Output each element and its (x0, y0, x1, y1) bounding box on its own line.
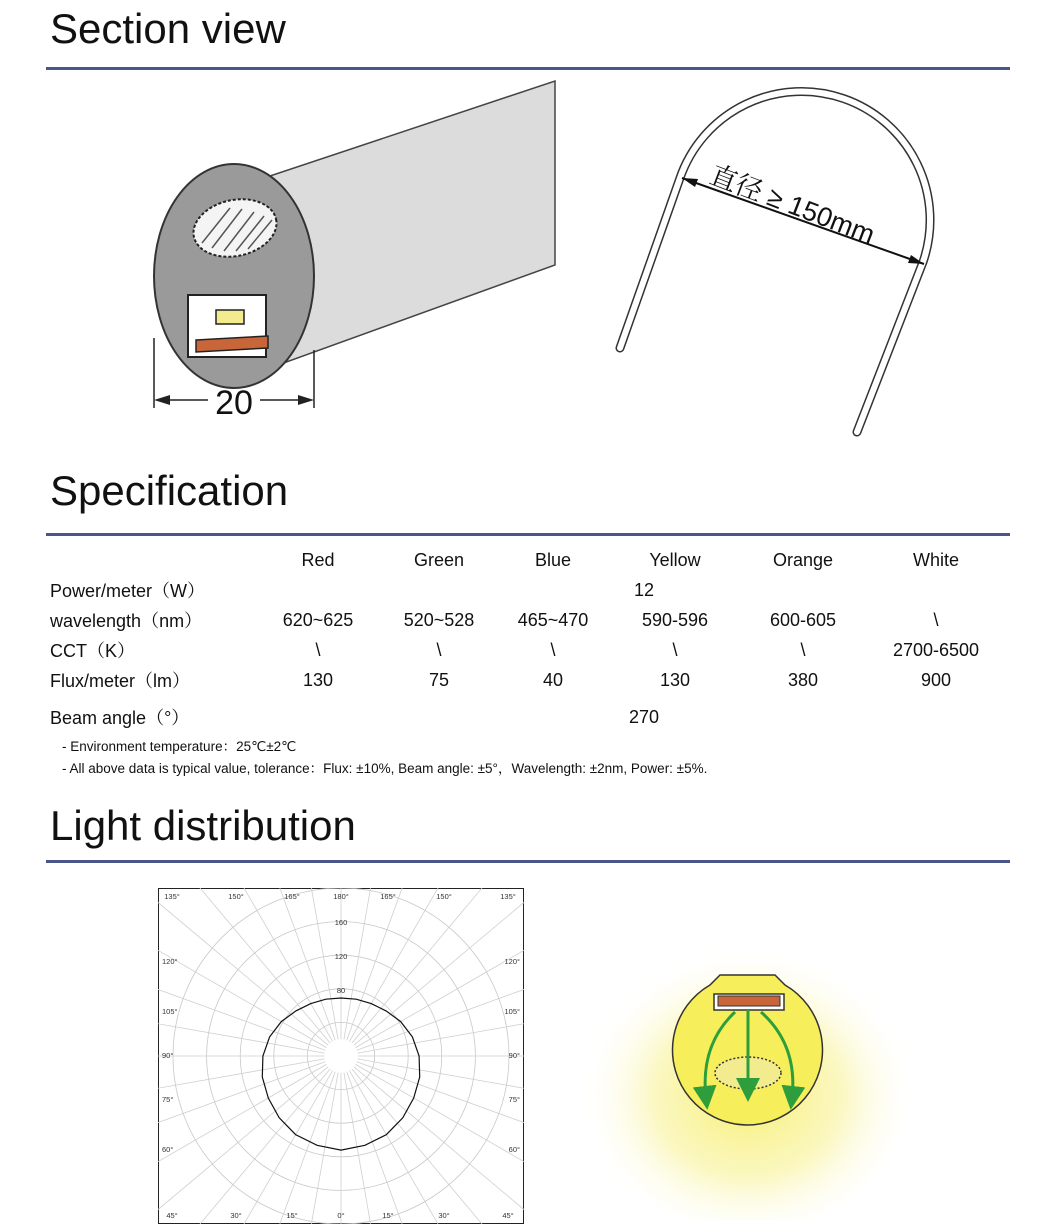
table-cell: \ (436, 639, 442, 660)
section-divider (46, 533, 1010, 536)
row-label: Flux/meter（lm） (50, 671, 191, 691)
row-label: Power/meter（W） (50, 581, 206, 601)
bottom-angle-label: 45° (166, 1211, 178, 1220)
table-cell: 130 (302, 669, 334, 690)
right-angle-label: 90° (508, 1051, 520, 1060)
width-dimension-label: 20 (215, 384, 253, 422)
radial-value-label: 160 (334, 918, 348, 927)
table-cell: \ (550, 639, 556, 660)
left-angle-label: 120° (162, 957, 178, 966)
left-angle-label: 60° (162, 1145, 174, 1154)
tube-section-drawing (130, 78, 570, 428)
table-cell: 2700-6500 (892, 639, 980, 660)
column-header-red: Red (301, 549, 335, 570)
row-label: wavelength（nm） (50, 611, 203, 631)
spec-row-beam-angle (50, 695, 1010, 735)
top-angle-label: 165° (380, 892, 396, 901)
top-angle-label: 150° (228, 892, 244, 901)
row-label: CCT（K） (50, 641, 135, 661)
note-item: - All above data is typical value, tolerance：Flux: ±10%, Beam angle: ±5°，Wavelength: ±2nm, Power: ±5%. (62, 758, 707, 780)
right-angle-label: 75° (508, 1095, 520, 1104)
table-cell: 590-596 (641, 609, 709, 630)
beam-angle-value: 270 (628, 706, 660, 727)
table-cell: 380 (787, 669, 819, 690)
spec-row-flux (50, 665, 1010, 695)
row-label: Beam angle（°） (50, 708, 190, 728)
spec-header-row (50, 545, 1010, 575)
left-angle-label: 90° (162, 1051, 174, 1060)
top-angle-label: 135° (164, 892, 180, 901)
radial-value-label: 80 (336, 986, 346, 995)
right-angle-label: 105° (504, 1007, 520, 1016)
bottom-angle-label: 15° (382, 1211, 394, 1220)
bottom-angle-label: 30° (438, 1211, 450, 1220)
beam-illustration (570, 930, 920, 1220)
table-cell: \ (672, 639, 678, 660)
bottom-angle-label: 15° (286, 1211, 298, 1220)
column-header-white: White (912, 549, 959, 570)
table-cell: 130 (659, 669, 691, 690)
spec-corner-cell (50, 545, 258, 575)
spec-row-wavelength (50, 605, 1010, 635)
power-value: 12 (633, 579, 655, 600)
table-cell: \ (315, 639, 321, 660)
spec-row-cct (50, 635, 1010, 665)
table-cell: \ (800, 639, 806, 660)
bottom-angle-label: 45° (502, 1211, 514, 1220)
table-cell: 520~528 (403, 609, 475, 630)
table-cell: 900 (920, 669, 952, 690)
top-angle-label: 150° (436, 892, 452, 901)
bottom-angle-label: 0° (337, 1211, 345, 1220)
table-cell: 600-605 (769, 609, 837, 630)
right-angle-label: 120° (504, 957, 520, 966)
section-title-light-distribution: Light distribution (50, 802, 356, 849)
left-angle-label: 105° (162, 1007, 178, 1016)
section-divider (46, 860, 1010, 863)
table-cell: 75 (428, 669, 450, 690)
left-angle-label: 75° (162, 1095, 174, 1104)
section-divider (46, 67, 1010, 70)
radial-value-label: 120 (334, 952, 348, 961)
bend-radius-drawing (600, 86, 950, 446)
spec-row-power (50, 575, 1010, 605)
column-header-blue: Blue (534, 549, 572, 570)
top-angle-label: 165° (284, 892, 300, 901)
bottom-angle-label: 30° (230, 1211, 242, 1220)
bend-diameter-label: 直径 ≥ 150mm (705, 159, 879, 250)
polar-distribution-chart (158, 888, 524, 1224)
section-title-specification: Specification (50, 467, 289, 514)
column-header-orange: Orange (772, 549, 834, 570)
right-angle-label: 60° (508, 1145, 520, 1154)
spec-table (50, 545, 1010, 735)
table-cell: \ (933, 609, 939, 630)
top-angle-label: 180° (333, 892, 349, 901)
table-cell: 40 (542, 669, 564, 690)
table-cell: 620~625 (282, 609, 354, 630)
column-header-green: Green (413, 549, 465, 570)
note-item: - Environment temperature：25℃±2℃ (62, 736, 707, 758)
spec-notes (62, 736, 707, 780)
table-cell: 465~470 (517, 609, 589, 630)
top-angle-label: 135° (500, 892, 516, 901)
section-title-section-view: Section view (50, 5, 286, 52)
column-header-yellow: Yellow (649, 549, 701, 570)
